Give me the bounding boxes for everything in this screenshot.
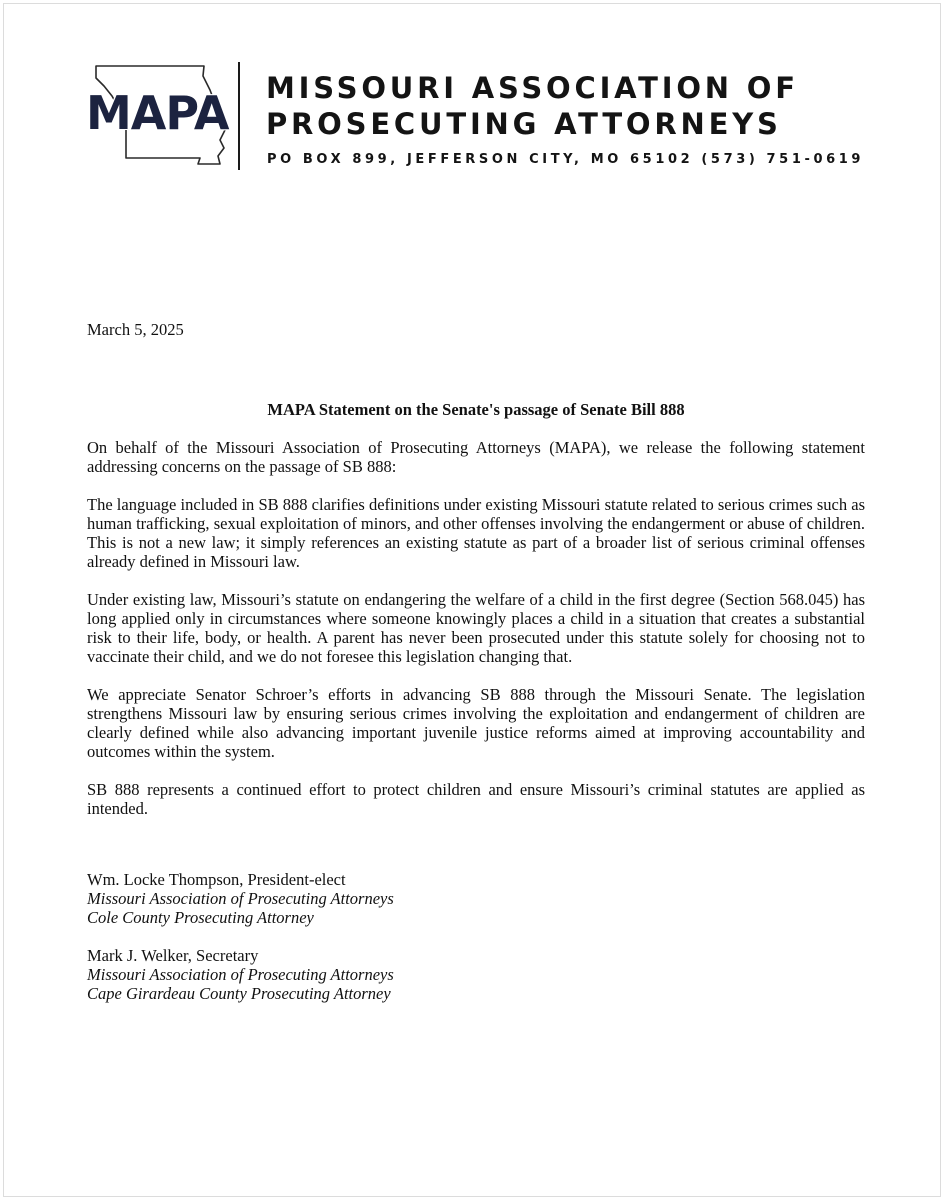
signature-thompson	[87, 870, 865, 927]
letter-page	[3, 3, 941, 1197]
signer-name-title: Mark J. Welker, Secretary	[87, 946, 259, 965]
paragraph-intro: On behalf of the Missouri Association of Prosecuting Attorneys (MAPA), we release the following statement addressing concerns on the passage of SB 888:	[87, 438, 865, 476]
paragraph-appreciation: We appreciate Senator Schroer’s efforts in advancing SB 888 through the Missouri Senate. The legislation strengthens Missouri law by ensuring serious crimes involving the exploitation and endangerment of children are clearly defined while also advancing important juvenile justice reforms aimed at improving accountability and outcomes within the system.	[87, 685, 865, 761]
organization-name-line-2: PROSECUTING ATTORNEYS	[266, 107, 782, 141]
paragraph-existing-law: Under existing law, Missouri’s statute on endangering the welfare of a child in the first degree (Section 568.045) has long applied only in circumstances where someone knowingly places a child in a situation that creates a substantial risk to their life, body, or health. A parent has never been prosecuted under this statute solely for choosing not to vaccinate their child, and we do not foresee this legislation changing that.	[87, 590, 865, 666]
organization-name	[266, 70, 886, 142]
signer-organization: Missouri Association of Prosecuting Attorneys	[87, 889, 394, 908]
organization-name-line-1: MISSOURI ASSOCIATION OF	[266, 71, 799, 105]
statement-title: MAPA Statement on the Senate's passage of Senate Bill 888	[267, 400, 685, 419]
mapa-logo	[86, 62, 236, 172]
signer-office: Cole County Prosecuting Attorney	[87, 908, 314, 927]
letter-date: March 5, 2025	[87, 320, 184, 339]
letter-body	[87, 320, 865, 1022]
letterhead-divider	[238, 62, 240, 170]
logo-wordmark: MAPA	[86, 86, 229, 140]
signer-organization: Missouri Association of Prosecuting Attorneys	[87, 965, 394, 984]
organization-address: PO BOX 899, JEFFERSON CITY, MO 65102 (573) 751-0619	[267, 152, 865, 167]
paragraph-definitions: The language included in SB 888 clarifies definitions under existing Missouri statute related to serious crimes such as human trafficking, sexual exploitation of minors, and other offenses involving the endangerment or abuse of children. This is not a new law; it simply references an existing statute as part of a broader list of serious criminal offenses already defined in Missouri law.	[87, 495, 865, 571]
paragraph-conclusion: SB 888 represents a continued effort to protect children and ensure Missouri’s criminal statutes are applied as intended.	[87, 780, 865, 818]
signature-welker	[87, 946, 865, 1003]
signer-name-title: Wm. Locke Thompson, President-elect	[87, 870, 346, 889]
signature-block	[87, 870, 865, 1003]
signer-office: Cape Girardeau County Prosecuting Attorney	[87, 984, 391, 1003]
